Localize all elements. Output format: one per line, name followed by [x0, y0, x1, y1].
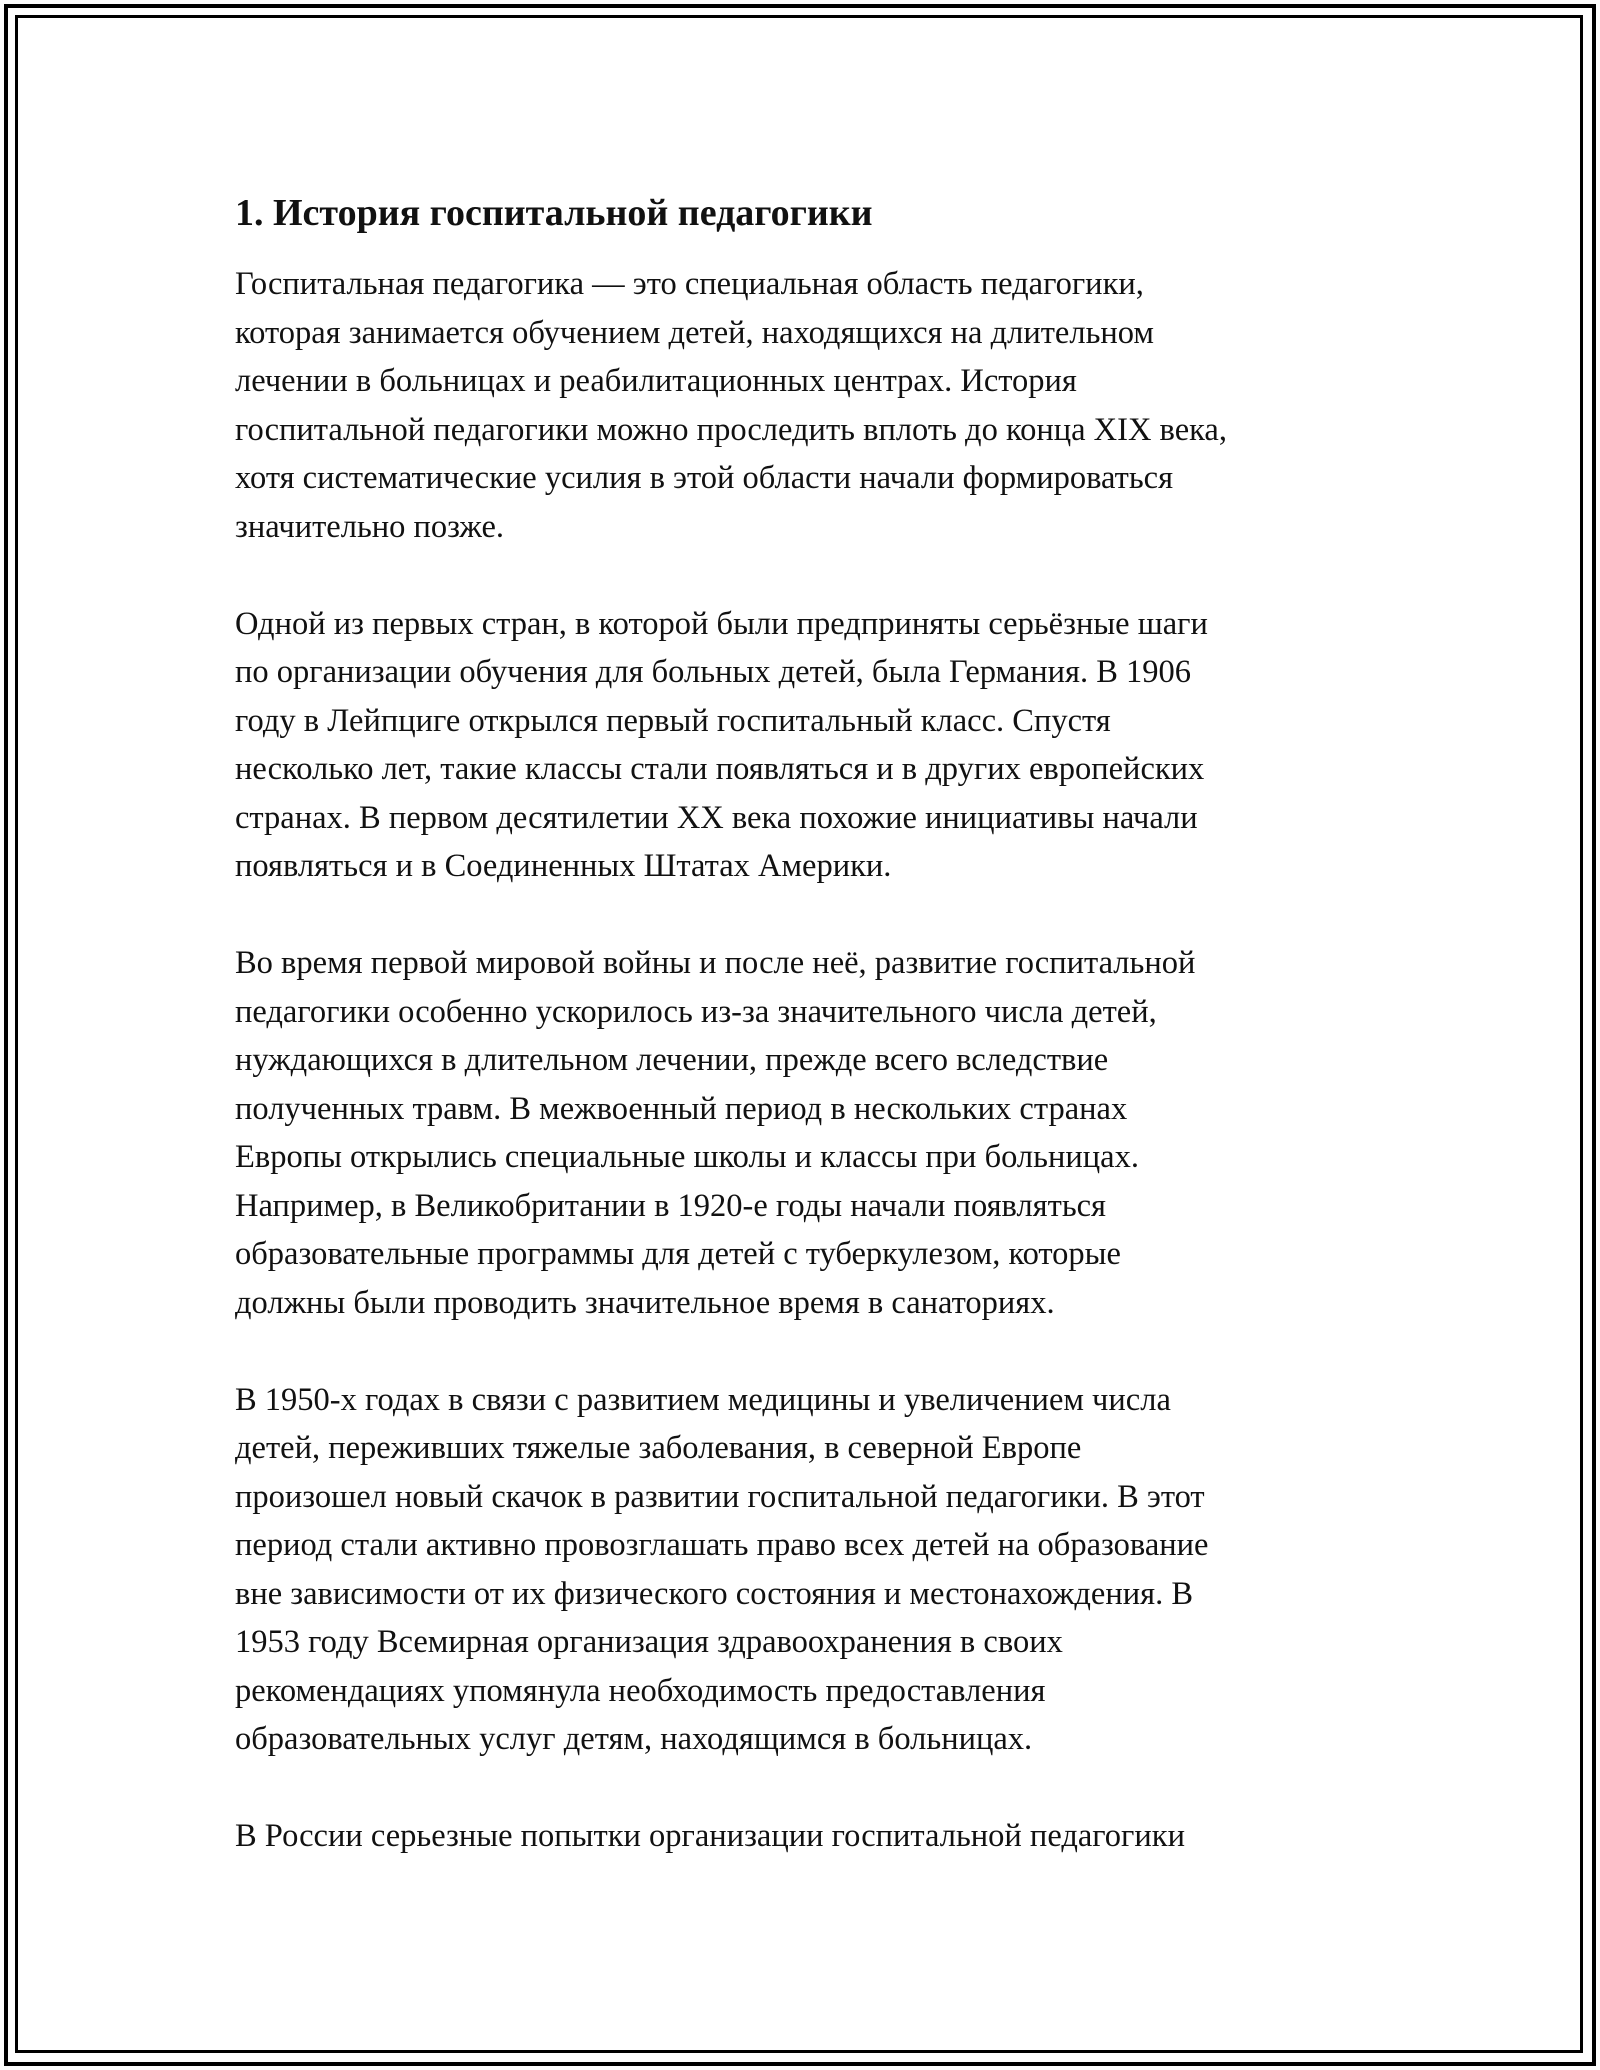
paragraph-5: В России серьезные попытки организации госпитальной педагогики — [235, 1818, 1185, 1854]
paragraph-4: В 1950-х годах в связи с развитием медицины и увеличением числа детей, переживших тяжелые заболевания, в северной Европе произошел новый скачок в развитии госпитальной педагогики. В этот период стали активно провозглашать право всех детей на образование вне зависимости от их физического состояния и местонахождения. В 1953 году Всемирная организация здравоохранения в своих рекомендациях упомянула необходимость предоставления образовательных услуг детям, находящимся в больницах. — [235, 1381, 1209, 1757]
section-heading: 1. История госпитальной педагогики — [235, 192, 873, 234]
paragraph-2: Одной из первых стран, в которой были предприняты серьёзные шаги по организации обучения для больных детей, была Германия. В 1906 году в Лейпциге открылся первый госпитальный класс. Спустя несколько лет, такие классы стали появляться и в других европейских странах. В первом десятилетии XX века похожие инициативы начали появляться и в Соединенных Штатах Америки. — [235, 605, 1208, 884]
paragraph-3: Во время первой мировой войны и после неё, развитие госпитальной педагогики особенно ускорилось из-за значительного числа детей, нуждающихся в длительном лечении, прежде всего вследствие полученных травм. В межвоенный период в нескольких странах Европы открылись специальные школы и классы при больницах. Например, в Великобритании в 1920-е годы начали появляться образовательные программы для детей с туберкулезом, которые должны были проводить значительное время в санаториях. — [235, 945, 1196, 1321]
document-body — [235, 188, 1375, 1861]
paragraph-1: Госпитальная педагогика — это специальная область педагогики, которая занимается обучением детей, находящихся на длительном лечении в больницах и реабилитационных центрах. История госпитальной педагогики можно проследить вплоть до конца XIX века, хотя систематические усилия в этой области начали формироваться значительно позже. — [235, 266, 1227, 545]
